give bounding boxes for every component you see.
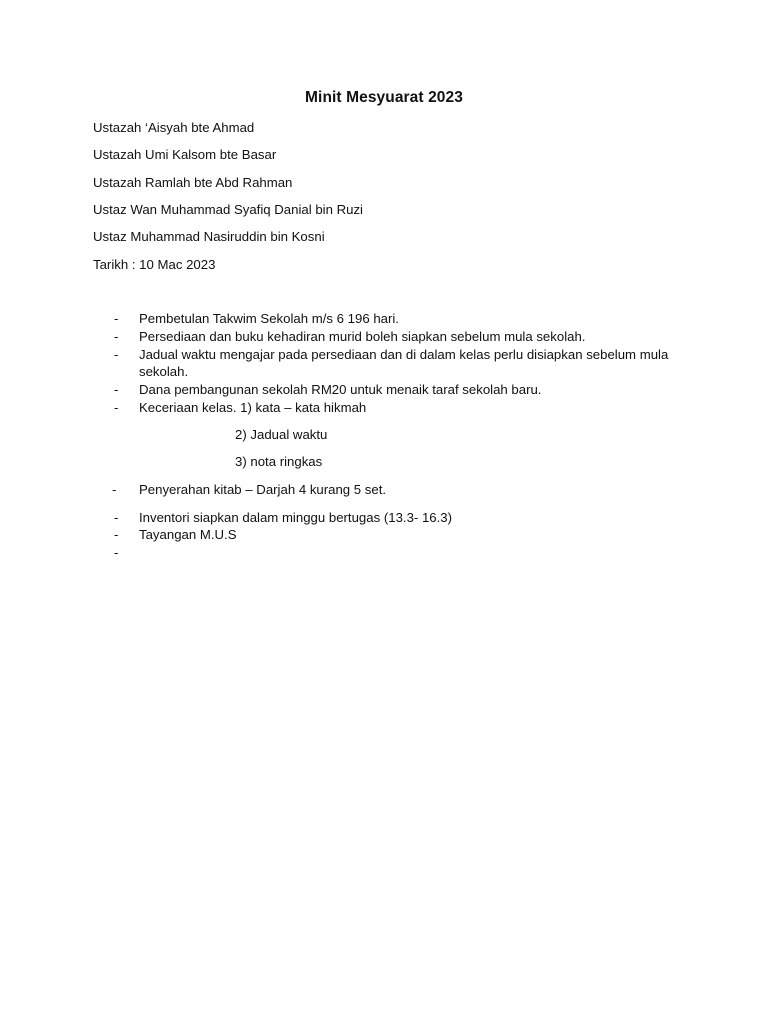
list-item-text: Tayangan M.U.S [139, 527, 237, 542]
bullet-dash: - [112, 482, 117, 497]
bullet-dash: - [114, 400, 119, 415]
attendee-line: Ustazah Ramlah bte Abd Rahman [93, 175, 293, 190]
bullet-dash: - [114, 329, 119, 344]
date-line: Tarikh : 10 Mac 2023 [93, 257, 216, 272]
bullet-dash: - [114, 545, 119, 560]
bullet-dash: - [114, 510, 119, 525]
list-item-text: Dana pembangunan sekolah RM20 untuk menaik taraf sekolah baru. [139, 382, 542, 397]
list-item-text: Penyerahan kitab – Darjah 4 kurang 5 set. [139, 482, 387, 497]
attendee-line: Ustazah ‘Aisyah bte Ahmad [93, 120, 255, 135]
attendee-line: Ustazah Umi Kalsom bte Basar [93, 147, 277, 162]
attendee-line: Ustaz Wan Muhammad Syafiq Danial bin Ruzi [93, 202, 363, 217]
sub-list-item: 2) Jadual waktu [235, 427, 328, 442]
list-item-text: Inventori siapkan dalam minggu bertugas (13.3- 16.3) [139, 510, 453, 525]
list-item-text: Keceriaan kelas. 1) kata – kata hikmah [139, 400, 367, 415]
list-item-text: Jadual waktu mengajar pada persediaan dan di dalam kelas perlu disiapkan sebelum mula sekolah. [139, 347, 669, 379]
bullet-dash: - [114, 311, 119, 326]
sub-list-item: 3) nota ringkas [235, 454, 323, 469]
list-item-text: Pembetulan Takwim Sekolah m/s 6 196 hari. [139, 311, 399, 326]
bullet-dash: - [114, 347, 119, 362]
attendee-line: Ustaz Muhammad Nasiruddin bin Kosni [93, 229, 325, 244]
bullet-dash: - [114, 527, 119, 542]
bullet-dash: - [114, 382, 119, 397]
document-title: Minit Mesyuarat 2023 [305, 89, 463, 106]
list-item-text: Persediaan dan buku kehadiran murid boleh siapkan sebelum mula sekolah. [139, 329, 586, 344]
